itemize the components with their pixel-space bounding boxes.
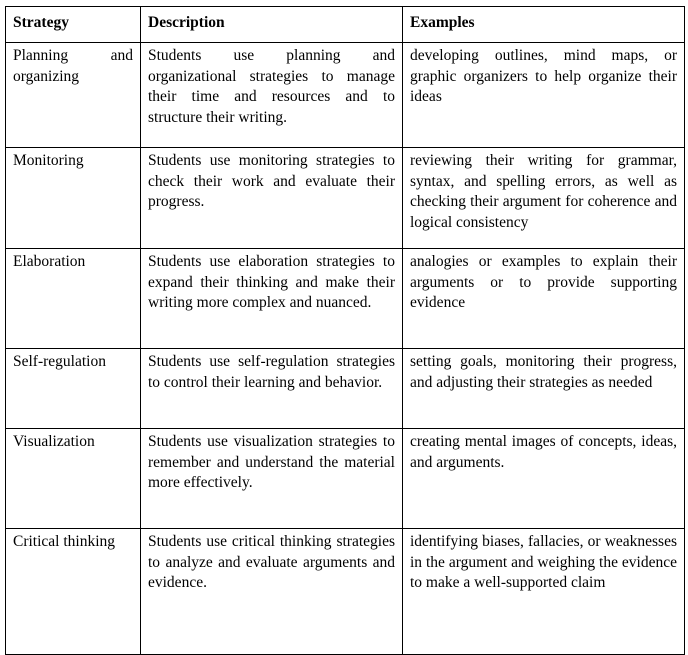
- table-header-row: [6, 7, 685, 43]
- header-description: Description: [141, 7, 403, 43]
- examples-cell: reviewing their writing for grammar, syntax, and spelling errors, as well as checking their argument for coherence and logical consistency: [403, 148, 685, 249]
- header-examples: Examples: [403, 7, 685, 43]
- table-row: [6, 429, 685, 529]
- table-row: [6, 529, 685, 655]
- examples-cell: analogies or examples to explain their arguments or to provide supporting evidence: [403, 249, 685, 349]
- description-cell: Students use critical thinking strategies to analyze and evaluate arguments and evidence.: [141, 529, 403, 655]
- strategy-cell: Elaboration: [6, 249, 141, 349]
- header-strategy: Strategy: [6, 7, 141, 43]
- description-cell: Students use planning and organizational strategies to manage their time and resources and to structure their writing.: [141, 43, 403, 148]
- description-cell: Students use monitoring strategies to check their work and evaluate their progress.: [141, 148, 403, 249]
- description-cell: Students use elaboration strategies to expand their thinking and make their writing more complex and nuanced.: [141, 249, 403, 349]
- examples-cell: creating mental images of concepts, ideas, and arguments.: [403, 429, 685, 529]
- description-cell: Students use visualization strategies to remember and understand the material more effectively.: [141, 429, 403, 529]
- strategies-table: [5, 6, 685, 655]
- examples-cell: identifying biases, fallacies, or weaknesses in the argument and weighing the evidence to make a well-supported claim: [403, 529, 685, 655]
- strategy-cell: Monitoring: [6, 148, 141, 249]
- description-cell: Students use self-regulation strategies to control their learning and behavior.: [141, 349, 403, 429]
- table-row: [6, 43, 685, 148]
- strategy-cell: Planning and organizing: [6, 43, 141, 148]
- strategy-cell: Visualization: [6, 429, 141, 529]
- examples-cell: developing outlines, mind maps, or graphic organizers to help organize their ideas: [403, 43, 685, 148]
- table-row: [6, 349, 685, 429]
- examples-cell: setting goals, monitoring their progress, and adjusting their strategies as needed: [403, 349, 685, 429]
- table-row: [6, 148, 685, 249]
- strategy-cell: Critical thinking: [6, 529, 141, 655]
- table-row: [6, 249, 685, 349]
- strategy-cell: Self-regulation: [6, 349, 141, 429]
- strategies-table-container: [5, 6, 685, 655]
